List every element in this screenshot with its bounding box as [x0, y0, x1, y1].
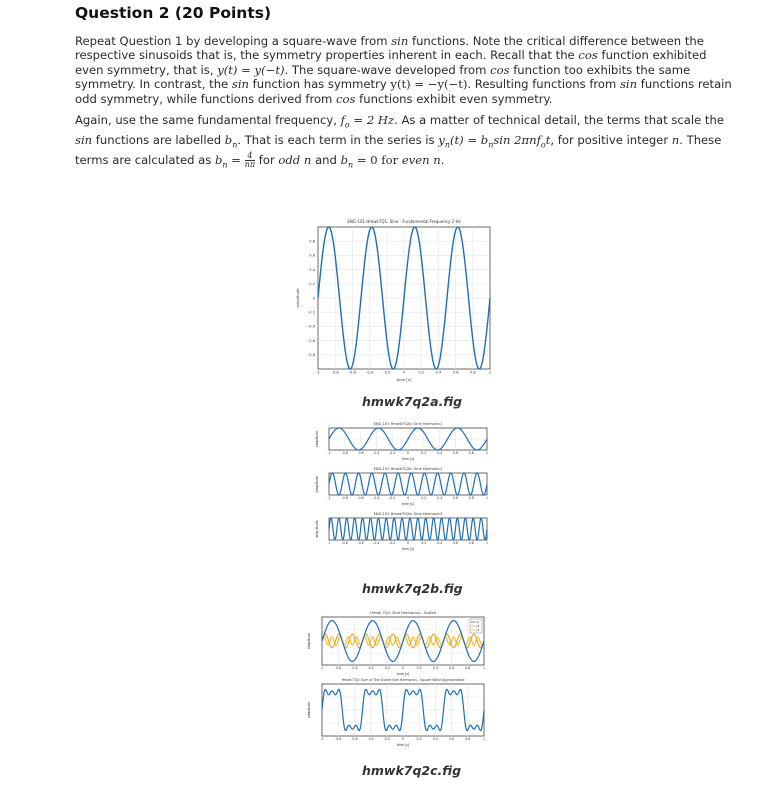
fig-a-xtick-label: -0.4 — [366, 370, 374, 375]
fig-a-title: ENG-101 Hmwk7Q1: Sine - Fundamental Frequency 2 Hz — [347, 219, 461, 224]
fig-b-panel2-xtick-label: 0.8 — [468, 496, 474, 501]
fig-b-panel3-xtick-label: 0 — [406, 541, 410, 546]
fig-c-top-xtick-label: 0.2 — [416, 666, 422, 671]
fig-b-panel2-xtick-label: 1 — [485, 496, 489, 501]
fig-c-bottom-title: Hmwk 7Q2: Sum of The Scaled Sine Harmonics - Square Wave Approximated — [341, 678, 465, 682]
fig-b-panel2-xtick-label: 0.4 — [437, 496, 443, 501]
fig-c-bottom-xtick-label: -1 — [320, 737, 324, 742]
fig-c-top-xtick-label: -1 — [320, 666, 324, 671]
fig-c-bottom-xtick-label: 0.6 — [449, 737, 455, 742]
question-heading: Question 2 (20 Points) — [75, 4, 272, 22]
fig-a-ytick-label: -0.4 — [307, 324, 315, 329]
fig-b-panel1-xlabel: time [s] — [401, 457, 415, 461]
fig-b-panel3-xtick-label: 0.2 — [421, 541, 427, 546]
fig-b-panel2-xtick-label: 0 — [406, 496, 410, 501]
fig-a-ytick-label: 0.8 — [309, 239, 315, 244]
fig-b-panel2-xtick-label: 0.2 — [421, 496, 427, 501]
fig-b-panel1-xtick-label: 0.2 — [421, 451, 427, 456]
caption-fig-c: hmwk7q2c.fig — [362, 763, 462, 778]
fig-b-panel1-ylabel: amplitude — [315, 430, 319, 448]
fig-b-panel1-xtick-label: -1 — [327, 451, 331, 456]
fig-b-panel2-title: ENG-101 Hmwk7Q2b: Sine Harmonic2 — [373, 467, 443, 471]
fig-b-panel3-xtick-label: -0.4 — [373, 541, 380, 546]
fig-c-top-xlabel: time [s] — [396, 672, 410, 676]
caption-fig-a: hmwk7q2a.fig — [362, 394, 463, 409]
fig-c-bottom-xlabel: time [s] — [396, 743, 410, 747]
fig-b-panel3-ylabel: amp litude — [315, 520, 319, 538]
fig-a-xtick-label: -0.8 — [331, 370, 339, 375]
fig-a-xtick-label: 0.8 — [469, 370, 476, 375]
fig-b-panel2-xtick-label: -0.4 — [373, 496, 380, 501]
fig-b-panel3-xtick-label: -0.2 — [389, 541, 396, 546]
fig-c-bottom-xtick-label: -0.2 — [383, 737, 390, 742]
fig-c-top-xtick-label: 1 — [482, 666, 486, 671]
fig-b-panel2-xlabel: time [s] — [401, 502, 415, 506]
fig-c-top-xtick-label: -0.8 — [335, 666, 342, 671]
fig-a-xtick-label: 1 — [488, 370, 492, 375]
fig-b-panel2-xtick-label: -0.2 — [389, 496, 396, 501]
fig-c-top-ylabel: amplitude — [307, 632, 311, 650]
fig-b-panel1-xtick-label: 0.8 — [468, 451, 474, 456]
fig-c-bottom-xtick-label: -0.8 — [335, 737, 342, 742]
fig-b-panel1-xtick-label: -0.6 — [357, 451, 364, 456]
fig-c-top-xtick-label: 0.8 — [465, 666, 471, 671]
fig-c-legend-label: y5 — [476, 628, 480, 632]
fig-b-panel1-xtick-label: 0 — [406, 451, 410, 456]
fig-b-panel3-xlabel: time [s] — [401, 547, 415, 551]
fig-b-panel3-xtick-label: 0.6 — [452, 541, 458, 546]
fig-c-top-title: Hmwk 7Q2: Sine Harmonics - Scaled — [370, 611, 436, 615]
fig-c-legend-label: y3 — [476, 624, 480, 628]
fig-a-ytick-label: -0.6 — [307, 338, 315, 343]
fig-c-top-xtick-label: 0.6 — [449, 666, 455, 671]
fig-b-panel2-ylabel: amplitude — [315, 475, 319, 493]
fig-b-panel2-xtick-label: -0.8 — [341, 496, 348, 501]
fig-b-panel1-xtick-label: 0.6 — [452, 451, 458, 456]
fig-a-xtick-label: -0.2 — [383, 370, 391, 375]
fig-a-ytick-label: 0.2 — [309, 282, 315, 287]
fig-b-panel3-title: ENG-101 Hmwk7Q2b: Sine Harmonic3 — [373, 512, 443, 516]
fig-c-bottom-xtick-label: -0.4 — [367, 737, 374, 742]
fig-a-xtick-label: 0.4 — [435, 370, 442, 375]
fig-a-ytick-label: -0.2 — [307, 310, 315, 315]
fig-b-panel3-xtick-label: 0.8 — [468, 541, 474, 546]
fig-b-panel1-xtick-label: 0.4 — [437, 451, 443, 456]
fig-b-panel1-xtick-label: -0.4 — [373, 451, 380, 456]
fig-a-ytick-label: 0.4 — [309, 267, 315, 272]
fig-c-top-xtick-label: -0.4 — [367, 666, 374, 671]
fig-b-panel2-xtick-label: -1 — [327, 496, 331, 501]
fig-c-top-xtick-label: -0.6 — [351, 666, 358, 671]
fig-b-panel3-xtick-label: -0.8 — [341, 541, 348, 546]
fig-c-legend-label: y1 — [476, 620, 480, 624]
fig-b-panel1-title: ENG-101 Hmwk7Q2b: Sine Harmonic1 — [373, 422, 443, 426]
fig-c-bottom-xtick-label: 1 — [482, 737, 486, 742]
fraction-4-over-npi: $\frac{4}{n\pi}$ — [244, 151, 256, 170]
fig-c-top-xtick-label: -0.2 — [383, 666, 390, 671]
fig-c-bottom-xtick-label: 0 — [401, 737, 405, 742]
paragraph-symmetry: Repeat Question 1 by developing a square-wave from sin functions. Note the critical difference between the respective sinusoids that is, the symmetry properties inherent in each. Recall that the cos function exhibited even symmetry, that is, y(t) = y(−t). The square-wave developed from cos function too exhibits the same symmetry. In contrast, the sin function has symmetry y(t) = −y(−t). Resulting functions from sin functions retain odd symmetry, while functions derived from cos functions exhibit even symmetry. — [75, 34, 732, 106]
fig-a-xtick-label: 0 — [402, 370, 406, 375]
fig-c-bottom-xtick-label: 0.2 — [416, 737, 422, 742]
fig-a-xlabel: time [s] — [396, 377, 412, 382]
fig-a-xtick-label: 0.6 — [452, 370, 459, 375]
fig-b-panel1-xtick-label: -0.2 — [389, 451, 396, 456]
fig-b-panel1-xtick-label: -0.8 — [341, 451, 348, 456]
fig-a-xtick-label: -0.6 — [348, 370, 356, 375]
fig-b-panel2-xtick-label: 0.6 — [452, 496, 458, 501]
fig-a-ytick-label: -0.8 — [307, 353, 315, 358]
fig-b-panel3-xtick-label: 0.4 — [437, 541, 443, 546]
caption-fig-b: hmwk7q2b.fig — [362, 581, 463, 596]
fig-b-panel3-xtick-label: 1 — [485, 541, 489, 546]
fig-a-ylabel: amplitude — [295, 288, 300, 308]
fig-b-panel2-xtick-label: -0.6 — [357, 496, 364, 501]
fig-c-top-xtick-label: 0 — [401, 666, 405, 671]
fig-c-bottom-xtick-label: 0.8 — [465, 737, 471, 742]
fig-b-panel3-xtick-label: -1 — [327, 541, 331, 546]
fig-a-ytick-label: 0.6 — [309, 253, 315, 258]
fig-c-bottom-xtick-label: -0.6 — [351, 737, 358, 742]
fig-b-panel1-xtick-label: 1 — [485, 451, 489, 456]
fig-a-ytick-label: 0 — [312, 296, 315, 301]
fig-c-bottom-xtick-label: 0.4 — [432, 737, 438, 742]
paragraph-coefficients: Again, use the same fundamental frequency, $f_o = 2$ Hz. As a matter of technical detail, the terms that scale the sin functions are labelled $b_n$. That is each term in the series is $y_n(t) = b_n\sin$ 2πnf$_o$t, for positive integer n. These terms are calculated as $b_n$ = $\frac{4}{n\pi}$ for odd n and $b_n = 0$ for even n. — [75, 113, 724, 170]
fig-a-xtick-label: 0.2 — [418, 370, 425, 375]
fig-b-panel3-xtick-label: -0.6 — [357, 541, 364, 546]
fig-c-bottom-ylabel: amplitude — [307, 701, 311, 719]
fig-a-xtick-label: -1 — [316, 370, 320, 375]
fig-c-top-xtick-label: 0.4 — [432, 666, 438, 671]
